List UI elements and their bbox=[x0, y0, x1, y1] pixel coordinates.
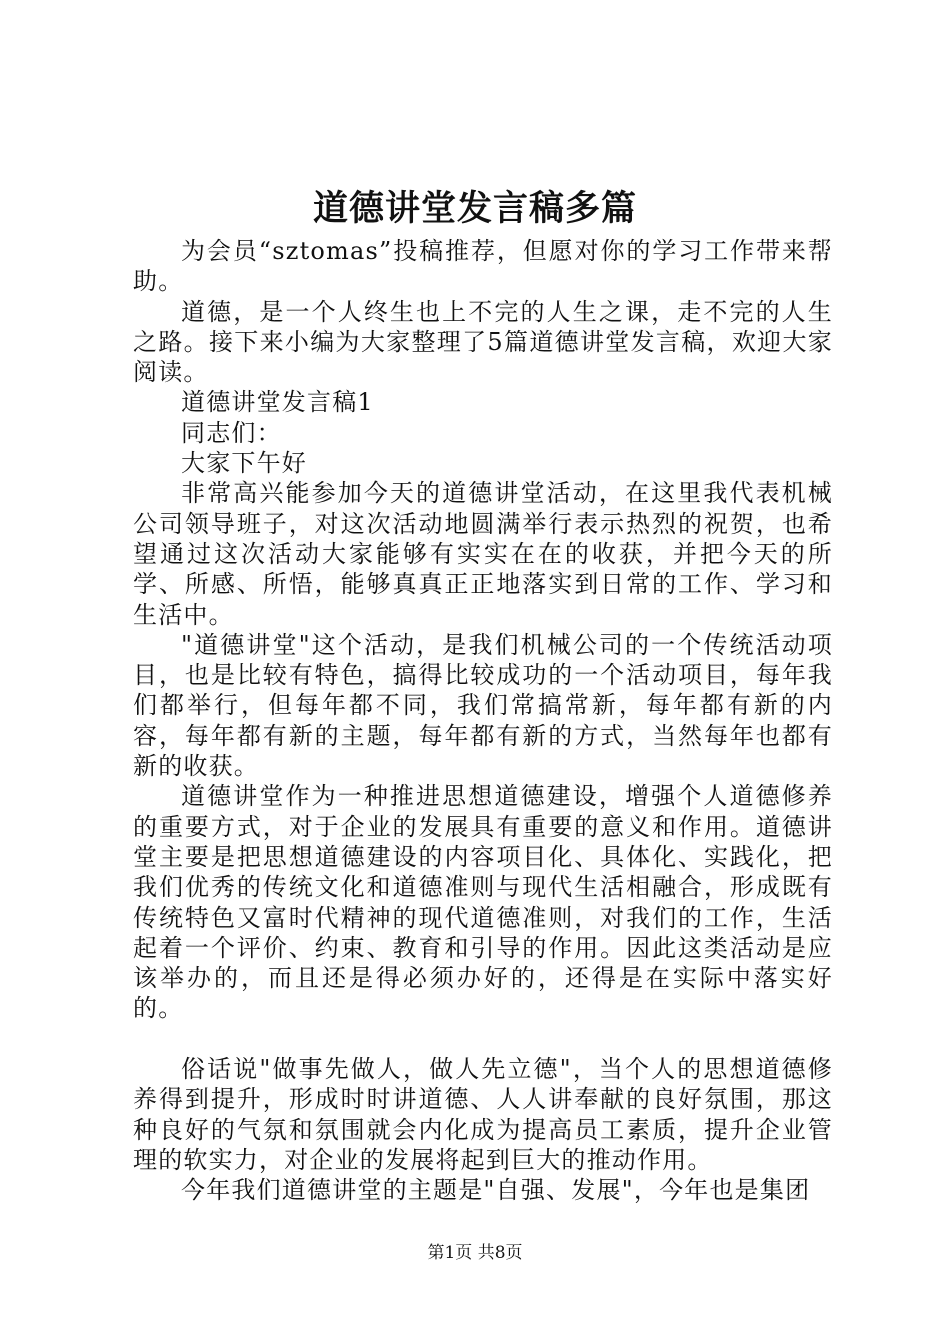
page-number-footer: 第1页 共8页 bbox=[427, 1243, 523, 1263]
paragraph-spacer bbox=[133, 1024, 833, 1054]
paragraph: 今年我们道德讲堂的主题是"自强、发展"，今年也是集团 bbox=[181, 1176, 811, 1205]
paragraph: 非常高兴能参加今天的道德讲堂活动，在这里我代表机械公司领导班子，对这次活动地圆满举行表示热烈的祝贺，也希望通过这次活动大家能够有实实在在的收获，并把今天的所学、所感、所悟，能够真真正正地落实到日常的工作、学习和生活中。 bbox=[133, 479, 833, 629]
document-body bbox=[133, 236, 833, 1206]
paragraph: 大家下午好 bbox=[181, 449, 307, 478]
paragraph: 俗话说"做事先做人，做人先立德"，当个人的思想道德修养得到提升，形成时时讲道德、人人讲奉献的良好氛围，那这种良好的气氛和氛围就会内化成为提高员工素质，提升企业管理的软实力，对企业的发展将起到巨大的推动作用。 bbox=[133, 1055, 833, 1174]
paragraph: 道德讲堂发言稿1 bbox=[181, 388, 374, 417]
paragraph: "道德讲堂"这个活动，是我们机械公司的一个传统活动项目，也是比较有特色，搞得比较成功的一个活动项目，每年我们都举行，但每年都不同，我们常搞常新，每年都有新的内容，每年都有新的主题，每年都有新的方式，当然每年也都有新的收获。 bbox=[133, 630, 833, 781]
paragraph: 道德讲堂作为一种推进思想道德建设，增强个人道德修养的重要方式，对于企业的发展具有重要的意义和作用。道德讲堂主要是把思想道德建设的内容项目化、具体化、实践化，把我们优秀的传统文化和道德准则与现代生活相融合，形成既有传统特色又富时代精神的现代道德准则，对我们的工作，生活起着一个评价、约束、教育和引导的作用。因此这类活动是应该举办的，而且还是得必须办好的，还得是在实际中落实好的。 bbox=[133, 782, 833, 1023]
document-title: 道德讲堂发言稿多篇 bbox=[312, 188, 637, 229]
paragraph: 为会员“sztomas”投稿推荐，但愿对你的学习工作带来帮助。 bbox=[133, 237, 833, 296]
paragraph: 道德，是一个人终生也上不完的人生之课，走不完的人生之路。接下来小编为大家整理了5篇道德讲堂发言稿，欢迎大家阅读。 bbox=[133, 297, 833, 387]
paragraph: 同志们： bbox=[181, 418, 282, 447]
